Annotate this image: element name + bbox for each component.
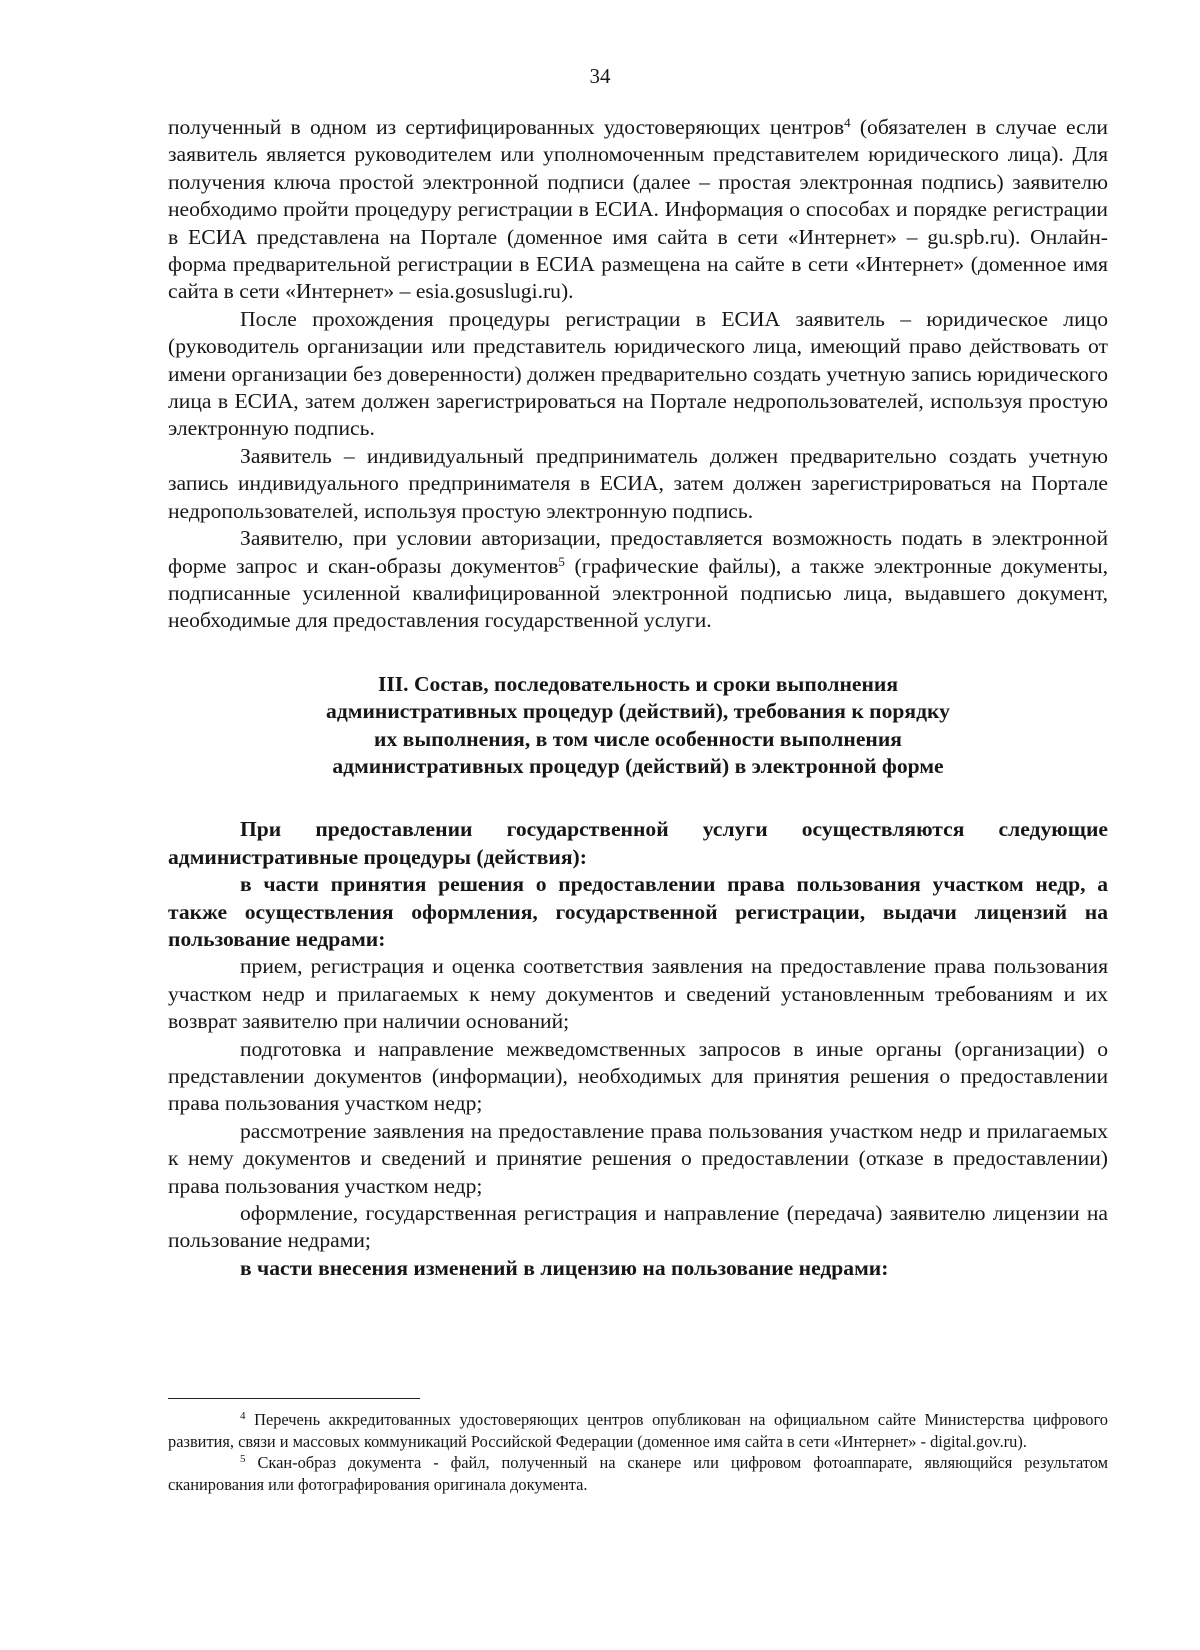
paragraph-text: в части внесения изменений в лицензию на пользование недрами: (240, 1255, 889, 1280)
paragraph-text: оформление, государственная регистрация и направление (передача) заявителю лицензии на пользование недрами; (168, 1201, 1108, 1253)
footnote-text: Перечень аккредитованных удостоверяющих центров опубликован на официальном сайте Министерства цифрового развития, связи и массовых коммуникаций Российской Федерации (доменное имя сайта в сети «Интернет» - digital.gov.ru). (168, 1410, 1108, 1451)
paragraph (168, 816, 1108, 871)
section-heading-line: их выполнения, в том числе особенности выполнения (374, 726, 902, 751)
paragraph (168, 871, 1108, 953)
paragraph-text: (обязателен в случае если заявитель является руководителем или уполномоченным представителем юридического лица). Для получения ключа простой электронной подписи (далее – простая электронная подпись) заявителю необходимо пройти процедуру регистрации в ЕСИА. Информация о способах и порядке регистрации в ЕСИА представлена на Портале (доменное имя сайта в сети «Интернет» – gu.spb.ru). Онлайн-форма предварительной регистрации в ЕСИА размещена на сайте в сети «Интернет» (доменное имя сайта в сети «Интернет» – esia.gosuslugi.ru). (168, 115, 1108, 304)
section-heading-line: административных процедур (действий), требования к порядку (326, 699, 950, 724)
paragraph-text: прием, регистрация и оценка соответствия заявления на предоставление права пользования участком недр и прилагаемых к нему документов и сведений установленным требованиям и их возврат заявителю при наличии оснований; (168, 954, 1108, 1034)
paragraph-text: подготовка и направление межведомственных запросов в иные органы (организации) о представлении документов (информации), необходимых для принятия решения о предоставлении права пользования участком недр; (168, 1036, 1108, 1116)
document-body (168, 114, 1108, 1282)
section-heading (248, 671, 1028, 781)
paragraph (168, 525, 1108, 635)
paragraph (168, 953, 1108, 1035)
page-number: 34 (589, 64, 611, 88)
bottom-paragraphs (168, 816, 1108, 1282)
footnote-reference: 4 (844, 115, 851, 130)
section-heading-line: административных процедур (действий) в электронной форме (332, 753, 944, 778)
footnote-mark: 5 (240, 1453, 246, 1465)
footnotes (168, 1398, 1108, 1495)
footnote-separator (168, 1398, 420, 1399)
paragraph (168, 1200, 1108, 1255)
footnote-list (168, 1409, 1108, 1495)
footnote-mark: 4 (240, 1410, 246, 1422)
paragraph (168, 114, 1108, 306)
paragraph (168, 1036, 1108, 1118)
footnote (168, 1409, 1108, 1452)
footnote-reference: 5 (558, 553, 565, 569)
paragraph (168, 306, 1108, 443)
paragraph-text: Заявитель – индивидуальный предприниматель должен предварительно создать учетную запись индивидуального предпринимателя в ЕСИА, затем должен зарегистрироваться на Портале недропользователей, используя простую электронную подпись. (168, 443, 1108, 523)
paragraph-text: При предоставлении государственной услуги осуществляются следующие административные процедуры (действия): (168, 817, 1108, 869)
paragraph (168, 1118, 1108, 1200)
top-paragraphs (168, 114, 1108, 635)
paragraph (168, 443, 1108, 525)
paragraph-text: Заявителю, при условии авторизации, предоставляется возможность подать в электронной форме запрос и скан-образы документов (168, 526, 1108, 578)
paragraph-text: в части принятия решения о предоставлении права пользования участком недр, а также осуществления оформления, государственной регистрации, выдачи лицензий на пользование недрами: (168, 872, 1108, 951)
paragraph-text: полученный в одном из сертифицированных удостоверяющих центров (168, 115, 845, 139)
paragraph (168, 1255, 1108, 1282)
footnote-text: Скан-образ документа - файл, полученный на сканере или цифровом фотоаппарате, являющийся результатом сканирования или фотографирования оригинала документа. (168, 1453, 1108, 1494)
section-heading-line: III. Состав, последовательность и сроки выполнения (377, 671, 899, 696)
paragraph-text: (графические файлы), а также электронные документы, подписанные усиленной квалифицированной электронной подписью лица, выдавшего документ, необходимые для предоставления государственной услуги. (168, 553, 1108, 633)
paragraph-text: рассмотрение заявления на предоставление права пользования участком недр и прилагаемых к нему документов и сведений и принятие решения о предоставлении (отказе в предоставлении) права пользования участком недр; (168, 1118, 1108, 1198)
paragraph-text: После прохождения процедуры регистрации в ЕСИА заявитель – юридическое лицо (руководитель организации или представитель юридического лица, имеющий право действовать от имени организации без доверенности) должен предварительно создать учетную запись юридического лица в ЕСИА, затем должен зарегистрироваться на Портале недропользователей, используя простую электронную подпись. (168, 306, 1108, 441)
footnote (168, 1452, 1108, 1495)
